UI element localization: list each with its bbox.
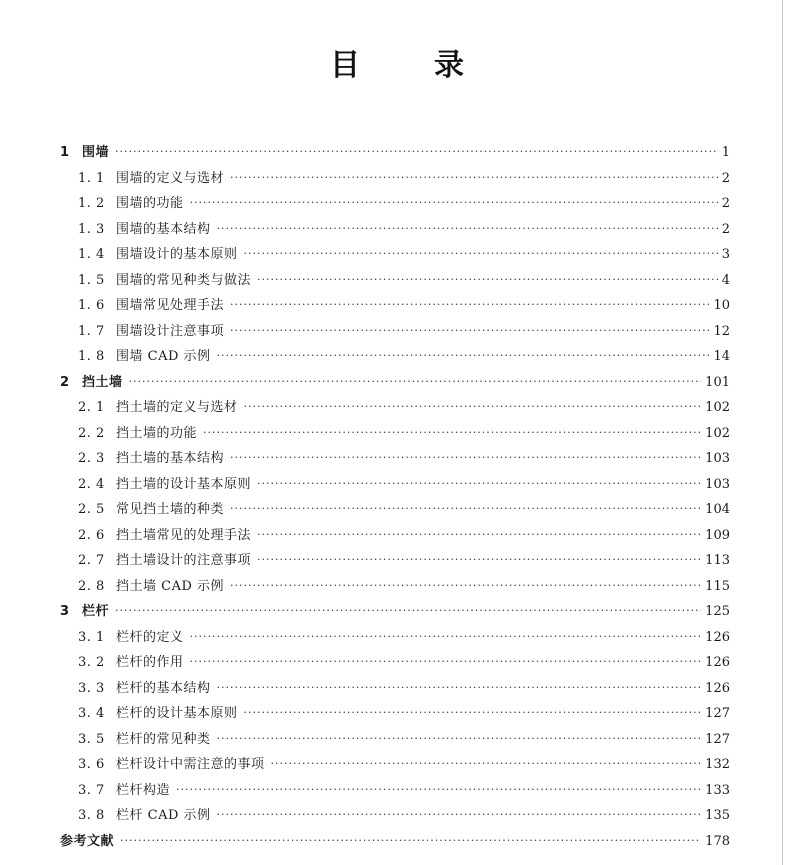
- toc-entry-label: 挡土墙的设计基本原则: [116, 476, 252, 492]
- toc-section-entry[interactable]: [60, 472, 730, 498]
- toc-entry-page-number: 115: [705, 578, 730, 594]
- toc-dot-leader: [217, 343, 710, 369]
- toc-entry-page-number: 126: [705, 655, 730, 670]
- toc-section-entry[interactable]: [60, 268, 730, 294]
- toc-dot-leader: [190, 190, 718, 216]
- toc-dot-leader: [217, 802, 702, 828]
- toc-section-entry[interactable]: [60, 727, 730, 753]
- toc-entry-number: 1. 5: [78, 272, 105, 288]
- toc-chapter-entry[interactable]: [60, 370, 730, 396]
- toc-dot-leader: [230, 292, 709, 318]
- toc-entry-page-number: 127: [705, 731, 730, 747]
- toc-section-entry[interactable]: [60, 778, 730, 804]
- toc-entry-number: 1. 4: [78, 247, 105, 262]
- toc-section-entry[interactable]: [60, 166, 730, 192]
- toc-dot-leader: [129, 369, 702, 395]
- toc-entry-number: 3. 4: [78, 706, 105, 721]
- toc-entry-page-number: 3: [721, 247, 730, 262]
- toc-entry-number: 2. 3: [78, 451, 105, 466]
- toc-dot-leader: [257, 267, 718, 293]
- toc-entry-page-number: 4: [721, 272, 730, 288]
- toc-entry-page-number: 1: [721, 145, 730, 160]
- toc-entry-label: 栏杆的基本结构: [116, 680, 211, 696]
- toc-section-entry[interactable]: [60, 548, 730, 574]
- toc-entry-label: 挡土墙的定义与选材: [116, 400, 238, 415]
- toc-entry-label: 围墙的基本结构: [116, 221, 211, 237]
- toc-entry-label: 挡土墙设计的注意事项: [116, 553, 252, 568]
- toc-entry-page-number: 2: [721, 170, 730, 186]
- toc-entry-page-number: 126: [705, 629, 730, 645]
- toc-entry-page-number: 2: [721, 221, 730, 237]
- toc-dot-leader: [217, 216, 718, 242]
- toc-dot-leader: [190, 624, 702, 650]
- toc-dot-leader: [230, 165, 718, 191]
- toc-entry-label: 挡土墙: [82, 374, 123, 390]
- toc-chapter-entry[interactable]: [60, 599, 730, 625]
- toc-entry-label: 栏杆的作用: [116, 655, 184, 670]
- toc-entry-number: 2: [60, 374, 70, 390]
- toc-entry-number: 3. 6: [78, 757, 105, 772]
- toc-entry-page-number: 104: [705, 502, 730, 517]
- toc-section-entry[interactable]: [60, 650, 730, 676]
- toc-dot-leader: [230, 445, 701, 471]
- toc-entry-number: 2. 5: [78, 502, 105, 517]
- toc-dot-leader: [257, 522, 701, 548]
- toc-dot-leader: [257, 547, 701, 573]
- toc-section-entry[interactable]: [60, 523, 730, 549]
- toc-entry-number: 1. 7: [78, 323, 105, 339]
- toc-entry-number: 1. 1: [78, 170, 105, 186]
- toc-chapter-entry[interactable]: [60, 829, 730, 855]
- toc-entry-page-number: 103: [705, 451, 730, 466]
- toc-entry-number: 2. 7: [78, 553, 105, 568]
- toc-entry-label: 参考文献: [60, 833, 115, 849]
- toc-entry-page-number: 127: [705, 706, 730, 721]
- toc-entry-page-number: 102: [705, 400, 730, 415]
- toc-entry-label: 挡土墙的功能: [116, 425, 198, 441]
- toc-entry-page-number: 133: [705, 782, 730, 798]
- toc-entry-number: 3. 3: [78, 680, 105, 696]
- toc-entry-number: 3. 5: [78, 731, 105, 747]
- toc-dot-leader: [120, 828, 701, 854]
- toc-entry-label: 围墙的功能: [116, 196, 184, 211]
- toc-entry-number: 2. 2: [78, 425, 105, 441]
- toc-entry-number: 1. 6: [78, 298, 105, 313]
- toc-entry-number: 1. 8: [78, 349, 105, 364]
- toc-entry-page-number: 113: [705, 553, 730, 568]
- toc-section-entry[interactable]: [60, 421, 730, 447]
- toc-entry-page-number: 125: [705, 604, 730, 619]
- toc-entry-label: 围墙的定义与选材: [116, 170, 225, 186]
- toc-entry-page-number: 102: [705, 425, 730, 441]
- toc-dot-leader: [217, 675, 702, 701]
- toc-entry-page-number: 135: [705, 808, 730, 823]
- toc-section-entry[interactable]: [60, 217, 730, 243]
- toc-entry-label: 围墙常见处理手法: [116, 298, 225, 313]
- toc-entry-label: 栏杆的常见种类: [116, 731, 211, 747]
- toc-entry-page-number: 2: [721, 196, 730, 211]
- toc-section-entry[interactable]: [60, 242, 730, 268]
- toc-dot-leader: [244, 241, 718, 267]
- toc-entry-label: 常见挡土墙的种类: [116, 502, 225, 517]
- toc-entry-number: 2. 6: [78, 527, 105, 543]
- toc-dot-leader: [230, 496, 701, 522]
- toc-section-entry[interactable]: [60, 344, 730, 370]
- toc-section-entry[interactable]: [60, 293, 730, 319]
- toc-dot-leader: [230, 318, 709, 344]
- page-edge-line: [782, 0, 783, 865]
- toc-section-entry[interactable]: [60, 395, 730, 421]
- toc-entry-label: 栏杆设计中需注意的事项: [116, 757, 265, 772]
- toc-section-entry[interactable]: [60, 191, 730, 217]
- page-title: [0, 44, 787, 88]
- toc-entry-page-number: 14: [713, 349, 730, 364]
- toc-entry-label: 挡土墙常见的处理手法: [116, 527, 252, 543]
- toc-entry-page-number: 178: [705, 833, 730, 849]
- toc-entry-label: 栏杆: [82, 604, 110, 619]
- toc-entry-page-number: 12: [713, 323, 730, 339]
- toc-section-entry[interactable]: [60, 625, 730, 651]
- toc-entry-page-number: 10: [713, 298, 730, 313]
- toc-entry-label: 围墙: [82, 145, 110, 160]
- toc-section-entry[interactable]: [60, 803, 730, 829]
- title-char-1: 目: [330, 48, 360, 83]
- toc-dot-leader: [203, 420, 701, 446]
- toc-entry-number: 3. 8: [78, 808, 105, 823]
- toc-entry-page-number: 132: [705, 757, 730, 772]
- toc-entry-page-number: 103: [705, 476, 730, 492]
- toc-entry-number: 1. 2: [78, 196, 105, 211]
- toc-entry-page-number: 101: [705, 374, 730, 390]
- toc-dot-leader: [271, 751, 702, 777]
- toc-entry-label: 栏杆的设计基本原则: [116, 706, 238, 721]
- toc-dot-leader: [115, 139, 718, 165]
- toc-dot-leader: [244, 700, 702, 726]
- toc-entry-number: 3: [60, 604, 70, 619]
- toc-entry-page-number: 109: [705, 527, 730, 543]
- toc-entry-number: 3. 2: [78, 655, 105, 670]
- toc-entry-number: 1. 3: [78, 221, 105, 237]
- toc-section-entry[interactable]: [60, 497, 730, 523]
- toc-dot-leader: [257, 471, 701, 497]
- toc-dot-leader: [190, 649, 702, 675]
- toc-section-entry[interactable]: [60, 446, 730, 472]
- toc-entry-label: 挡土墙 CAD 示例: [116, 578, 225, 594]
- toc-section-entry[interactable]: [60, 676, 730, 702]
- toc-entry-label: 围墙的常见种类与做法: [116, 272, 252, 288]
- toc-dot-leader: [230, 573, 701, 599]
- toc-entry-label: 围墙设计注意事项: [116, 323, 225, 339]
- toc-dot-leader: [217, 726, 702, 752]
- toc-section-entry[interactable]: [60, 574, 730, 600]
- toc-section-entry[interactable]: [60, 752, 730, 778]
- toc-section-entry[interactable]: [60, 319, 730, 345]
- toc-entry-label: 栏杆构造: [116, 782, 171, 798]
- toc-section-entry[interactable]: [60, 701, 730, 727]
- toc-entry-number: 3. 1: [78, 629, 105, 645]
- toc-dot-leader: [115, 598, 701, 624]
- toc-dot-leader: [244, 394, 702, 420]
- toc-entry-number: 2. 4: [78, 476, 105, 492]
- toc-entry-number: 2. 8: [78, 578, 105, 594]
- toc-entry-page-number: 126: [705, 680, 730, 696]
- toc-entry-number: 2. 1: [78, 400, 105, 415]
- toc-entry-number: 1: [60, 145, 70, 160]
- title-char-2: 录: [434, 48, 464, 83]
- toc-chapter-entry[interactable]: [60, 140, 730, 166]
- toc-entry-number: 3. 7: [78, 782, 105, 798]
- toc-entry-label: 挡土墙的基本结构: [116, 451, 225, 466]
- toc-entry-label: 栏杆 CAD 示例: [116, 808, 211, 823]
- toc-entry-label: 围墙设计的基本原则: [116, 247, 238, 262]
- toc-entry-label: 围墙 CAD 示例: [116, 349, 211, 364]
- toc-entry-label: 栏杆的定义: [116, 629, 184, 645]
- toc-dot-leader: [176, 777, 701, 803]
